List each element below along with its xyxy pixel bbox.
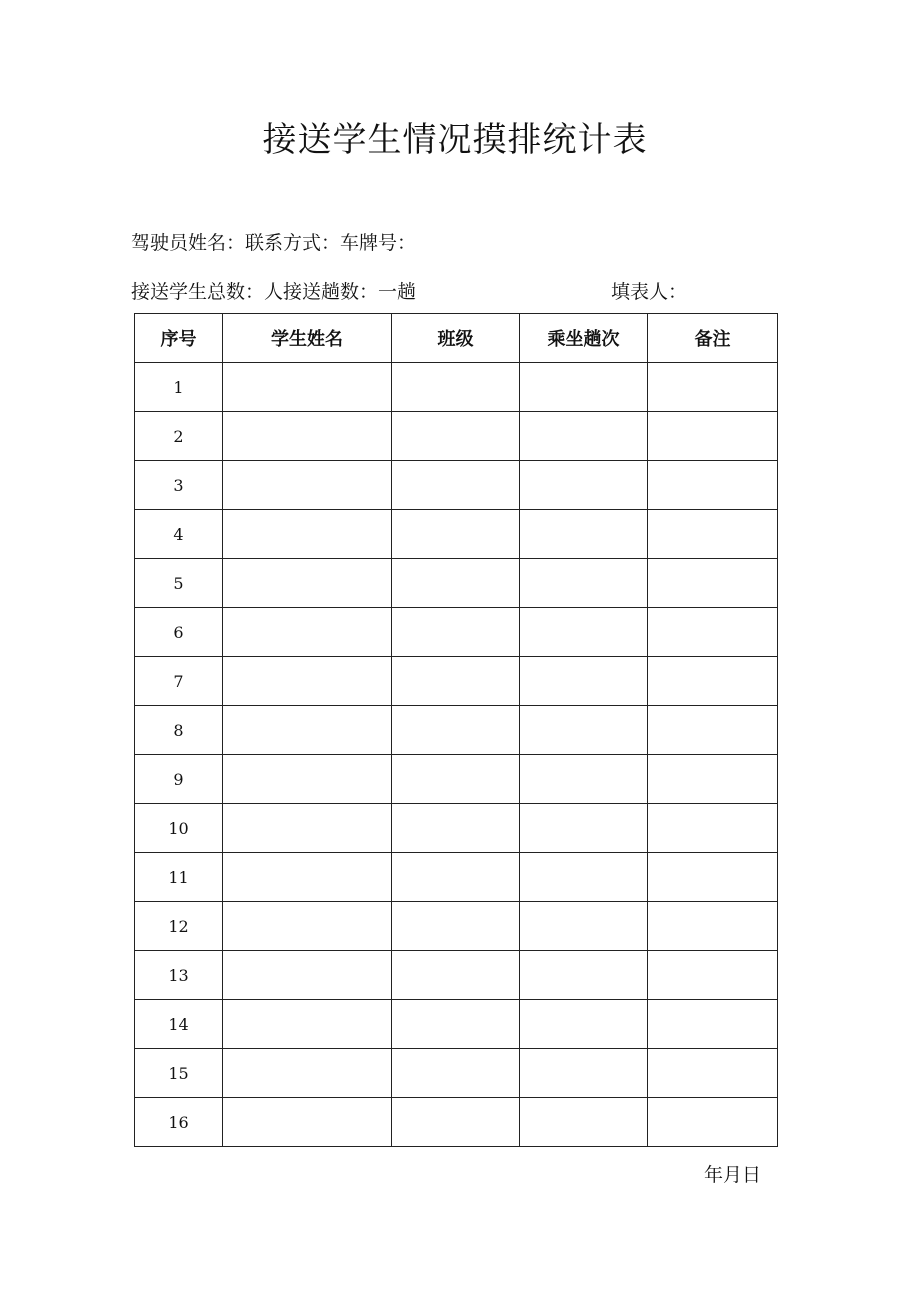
cell-remarks[interactable]	[648, 510, 778, 559]
cell-ride-trips[interactable]	[520, 657, 648, 706]
cell-student-name[interactable]	[223, 1098, 392, 1147]
cell-remarks[interactable]	[648, 1049, 778, 1098]
cell-remarks[interactable]	[648, 706, 778, 755]
cell-serial-number: 11	[135, 853, 223, 902]
cell-student-name[interactable]	[223, 853, 392, 902]
cell-ride-trips[interactable]	[520, 510, 648, 559]
cell-class[interactable]	[392, 510, 520, 559]
cell-serial-number: 8	[135, 706, 223, 755]
cell-ride-trips[interactable]	[520, 1000, 648, 1049]
cell-serial-number: 9	[135, 755, 223, 804]
table-row	[135, 804, 778, 853]
cell-class[interactable]	[392, 902, 520, 951]
cell-ride-trips[interactable]	[520, 559, 648, 608]
cell-remarks[interactable]	[648, 804, 778, 853]
cell-class[interactable]	[392, 804, 520, 853]
cell-ride-trips[interactable]	[520, 1049, 648, 1098]
cell-ride-trips[interactable]	[520, 461, 648, 510]
cell-serial-number: 14	[135, 1000, 223, 1049]
cell-class[interactable]	[392, 412, 520, 461]
cell-remarks[interactable]	[648, 755, 778, 804]
cell-student-name[interactable]	[223, 902, 392, 951]
cell-serial-number: 1	[135, 363, 223, 412]
cell-remarks[interactable]	[648, 902, 778, 951]
cell-serial-number: 3	[135, 461, 223, 510]
cell-remarks[interactable]	[648, 657, 778, 706]
header-ride-trips: 乘坐趟次	[520, 314, 648, 363]
cell-class[interactable]	[392, 1049, 520, 1098]
cell-remarks[interactable]	[648, 559, 778, 608]
cell-ride-trips[interactable]	[520, 608, 648, 657]
table-row	[135, 1000, 778, 1049]
cell-remarks[interactable]	[648, 1098, 778, 1147]
cell-remarks[interactable]	[648, 461, 778, 510]
cell-class[interactable]	[392, 461, 520, 510]
cell-student-name[interactable]	[223, 363, 392, 412]
cell-remarks[interactable]	[648, 1000, 778, 1049]
cell-serial-number: 10	[135, 804, 223, 853]
cell-class[interactable]	[392, 657, 520, 706]
table-row	[135, 510, 778, 559]
header-remarks: 备注	[648, 314, 778, 363]
cell-student-name[interactable]	[223, 412, 392, 461]
cell-student-name[interactable]	[223, 461, 392, 510]
header-serial-number: 序号	[135, 314, 223, 363]
table-row	[135, 706, 778, 755]
cell-ride-trips[interactable]	[520, 706, 648, 755]
cell-serial-number: 4	[135, 510, 223, 559]
cell-remarks[interactable]	[648, 853, 778, 902]
cell-ride-trips[interactable]	[520, 1098, 648, 1147]
table-row	[135, 657, 778, 706]
cell-student-name[interactable]	[223, 608, 392, 657]
cell-student-name[interactable]	[223, 1049, 392, 1098]
cell-student-name[interactable]	[223, 755, 392, 804]
cell-remarks[interactable]	[648, 608, 778, 657]
table-row	[135, 608, 778, 657]
cell-ride-trips[interactable]	[520, 902, 648, 951]
cell-serial-number: 2	[135, 412, 223, 461]
cell-ride-trips[interactable]	[520, 412, 648, 461]
cell-class[interactable]	[392, 1000, 520, 1049]
cell-class[interactable]	[392, 706, 520, 755]
driver-info-line: 驾驶员姓名：联系方式：车牌号：	[131, 232, 417, 254]
table-row	[135, 951, 778, 1000]
cell-serial-number: 12	[135, 902, 223, 951]
table-row	[135, 363, 778, 412]
cell-student-name[interactable]	[223, 706, 392, 755]
table-row	[135, 853, 778, 902]
cell-ride-trips[interactable]	[520, 755, 648, 804]
cell-serial-number: 5	[135, 559, 223, 608]
cell-serial-number: 6	[135, 608, 223, 657]
student-roster-table	[134, 313, 778, 1147]
cell-ride-trips[interactable]	[520, 951, 648, 1000]
table-row	[135, 755, 778, 804]
cell-serial-number: 13	[135, 951, 223, 1000]
cell-student-name[interactable]	[223, 1000, 392, 1049]
cell-student-name[interactable]	[223, 657, 392, 706]
cell-student-name[interactable]	[223, 559, 392, 608]
cell-student-name[interactable]	[223, 804, 392, 853]
date-label: 年月日	[704, 1164, 762, 1186]
cell-remarks[interactable]	[648, 412, 778, 461]
cell-serial-number: 7	[135, 657, 223, 706]
table-body	[135, 363, 778, 1147]
cell-class[interactable]	[392, 363, 520, 412]
table-row	[135, 412, 778, 461]
header-student-name: 学生姓名	[223, 314, 392, 363]
table-row	[135, 461, 778, 510]
table-row	[135, 1049, 778, 1098]
table-header-row	[135, 314, 778, 363]
table-row	[135, 1098, 778, 1147]
cell-ride-trips[interactable]	[520, 363, 648, 412]
header-class: 班级	[392, 314, 520, 363]
filler-label: 填表人：	[611, 281, 688, 303]
cell-class[interactable]	[392, 608, 520, 657]
cell-remarks[interactable]	[648, 951, 778, 1000]
cell-ride-trips[interactable]	[520, 804, 648, 853]
cell-ride-trips[interactable]	[520, 853, 648, 902]
cell-serial-number: 16	[135, 1098, 223, 1147]
student-count-line: 接送学生总数：人接送趟数：一趟	[131, 281, 417, 303]
cell-class[interactable]	[392, 559, 520, 608]
cell-class[interactable]	[392, 1098, 520, 1147]
cell-student-name[interactable]	[223, 951, 392, 1000]
cell-serial-number: 15	[135, 1049, 223, 1098]
cell-class[interactable]	[392, 853, 520, 902]
document-title: 接送学生情况摸排统计表	[262, 120, 648, 160]
table-row	[135, 559, 778, 608]
cell-class[interactable]	[392, 951, 520, 1000]
cell-remarks[interactable]	[648, 363, 778, 412]
cell-class[interactable]	[392, 755, 520, 804]
table-row	[135, 902, 778, 951]
cell-student-name[interactable]	[223, 510, 392, 559]
